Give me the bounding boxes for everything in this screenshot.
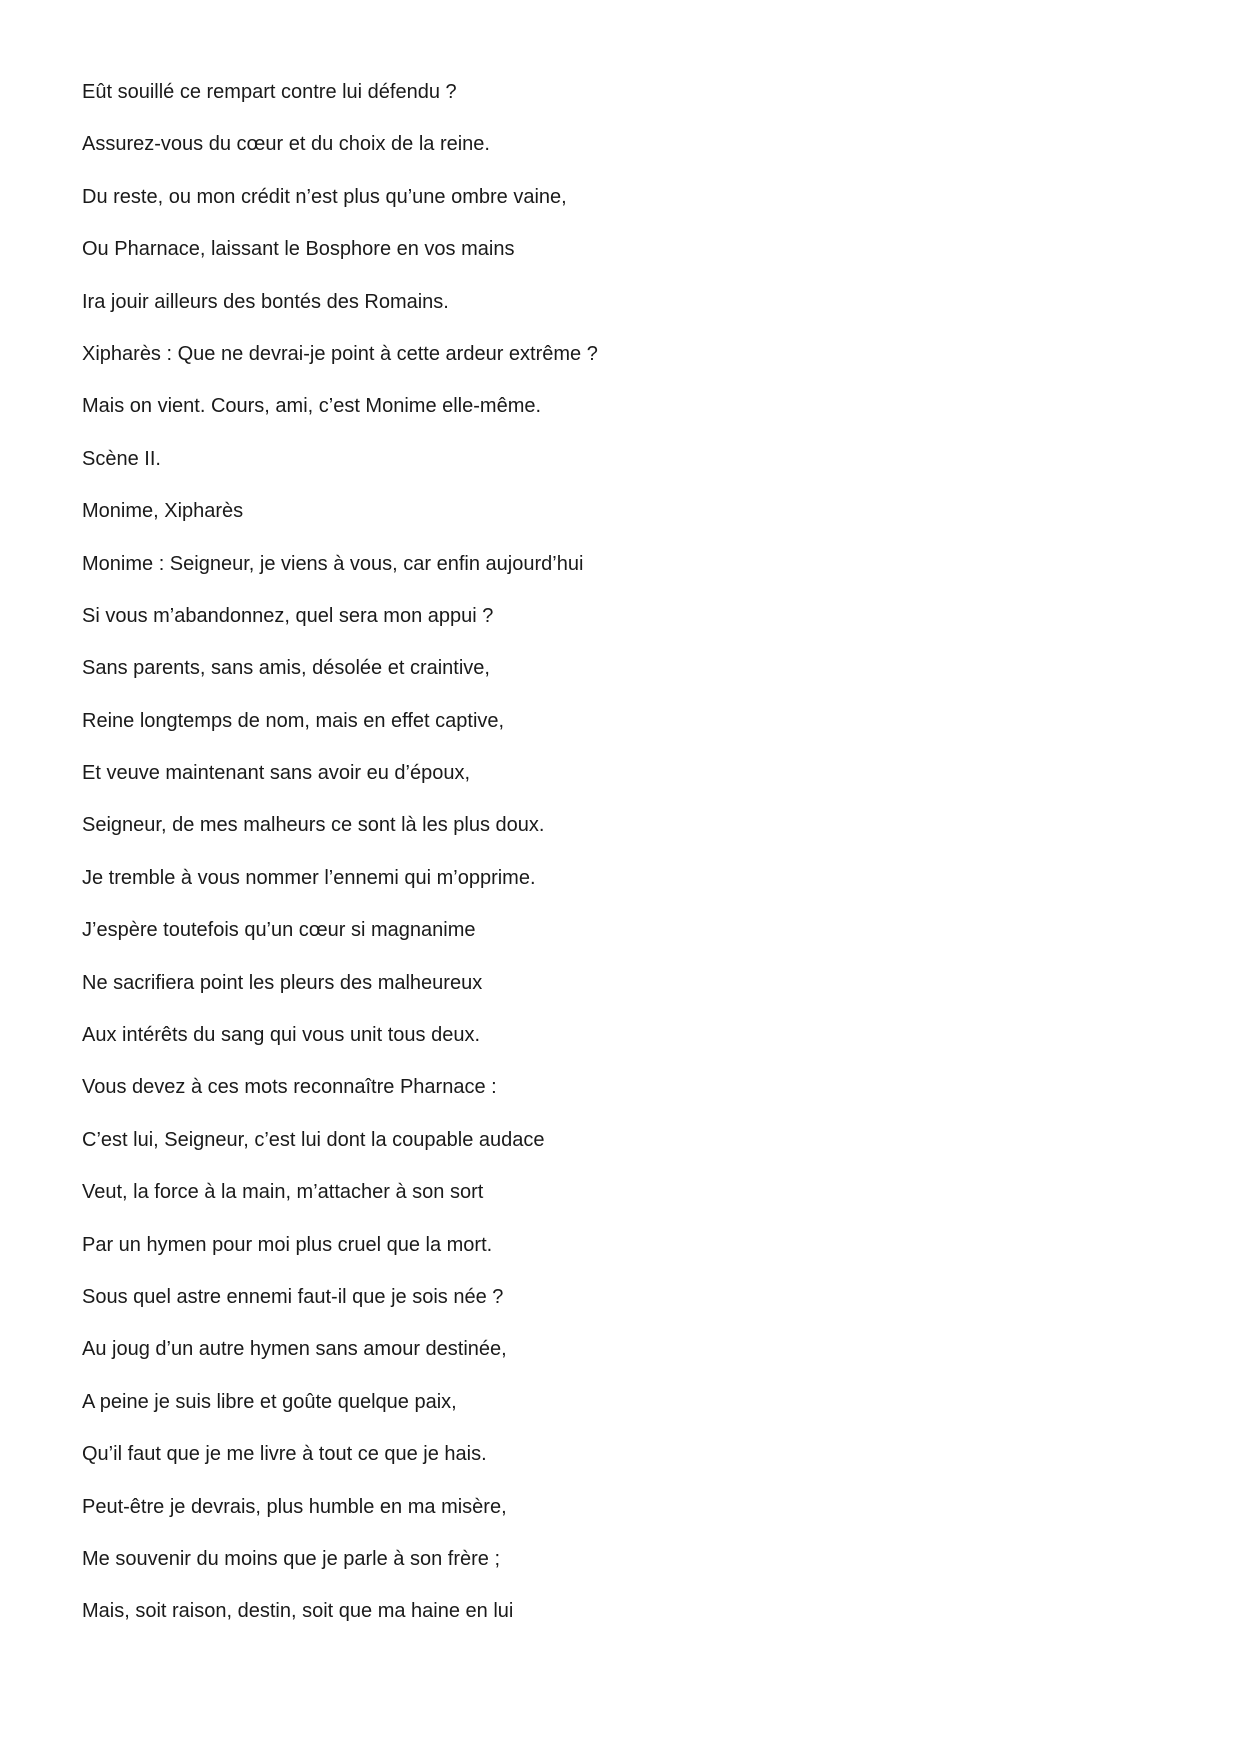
verse-line: A peine je suis libre et goûte quelque paix, <box>82 1390 457 1413</box>
verse-line: Qu’il faut que je me livre à tout ce que je hais. <box>82 1443 487 1466</box>
verse-line: Veut, la force à la main, m’attacher à son sort <box>82 1181 484 1204</box>
verse-line: Je tremble à vous nommer l’ennemi qui m’opprime. <box>82 866 536 889</box>
verse-line: Vous devez à ces mots reconnaître Pharnace : <box>82 1076 497 1099</box>
scene-heading: Scène II. <box>82 447 161 470</box>
verse-line: C’est lui, Seigneur, c’est lui dont la coupable audace <box>82 1128 545 1151</box>
verse-line: Mais, soit raison, destin, soit que ma haine en lui <box>82 1600 514 1623</box>
verse-line: Assurez-vous du cœur et du choix de la reine. <box>82 133 490 156</box>
verse-line: Sous quel astre ennemi faut-il que je sois née ? <box>82 1285 504 1308</box>
verse-line: J’espère toutefois qu’un cœur si magnanime <box>82 919 476 942</box>
verse-line: Eût souillé ce rempart contre lui défendu ? <box>82 81 457 103</box>
verse-line: Sans parents, sans amis, désolée et craintive, <box>82 657 490 680</box>
verse-line: Xipharès : Que ne devrai-je point à cette ardeur extrême ? <box>82 342 598 365</box>
verse-line: Reine longtemps de nom, mais en effet captive, <box>82 709 505 732</box>
verse-line: Me souvenir du moins que je parle à son frère ; <box>82 1547 500 1570</box>
verse-line: Au joug d’un autre hymen sans amour destinée, <box>82 1338 507 1361</box>
verse-line: Ne sacrifiera point les pleurs des malheureux <box>82 971 483 994</box>
verse-line: Si vous m’abandonnez, quel sera mon appui ? <box>82 604 494 627</box>
verse-line: Monime : Seigneur, je viens à vous, car enfin aujourd’hui <box>82 552 584 575</box>
verse-line: Ou Pharnace, laissant le Bosphore en vos mains <box>82 238 515 261</box>
verse-line: Et veuve maintenant sans avoir eu d’époux, <box>82 762 471 785</box>
verse-line: Mais on vient. Cours, ami, c’est Monime elle-même. <box>82 395 542 418</box>
characters-line: Monime, Xipharès <box>82 500 244 523</box>
verse-line: Ira jouir ailleurs des bontés des Romains. <box>82 290 449 313</box>
verse-text <box>82 80 598 1652</box>
verse-line: Aux intérêts du sang qui vous unit tous deux. <box>82 1024 481 1047</box>
verse-line: Peut-être je devrais, plus humble en ma misère, <box>82 1495 507 1518</box>
verse-line: Par un hymen pour moi plus cruel que la mort. <box>82 1233 493 1256</box>
verse-line: Seigneur, de mes malheurs ce sont là les plus doux. <box>82 814 545 837</box>
verse-line: Du reste, ou mon crédit n’est plus qu’une ombre vaine, <box>82 185 567 208</box>
